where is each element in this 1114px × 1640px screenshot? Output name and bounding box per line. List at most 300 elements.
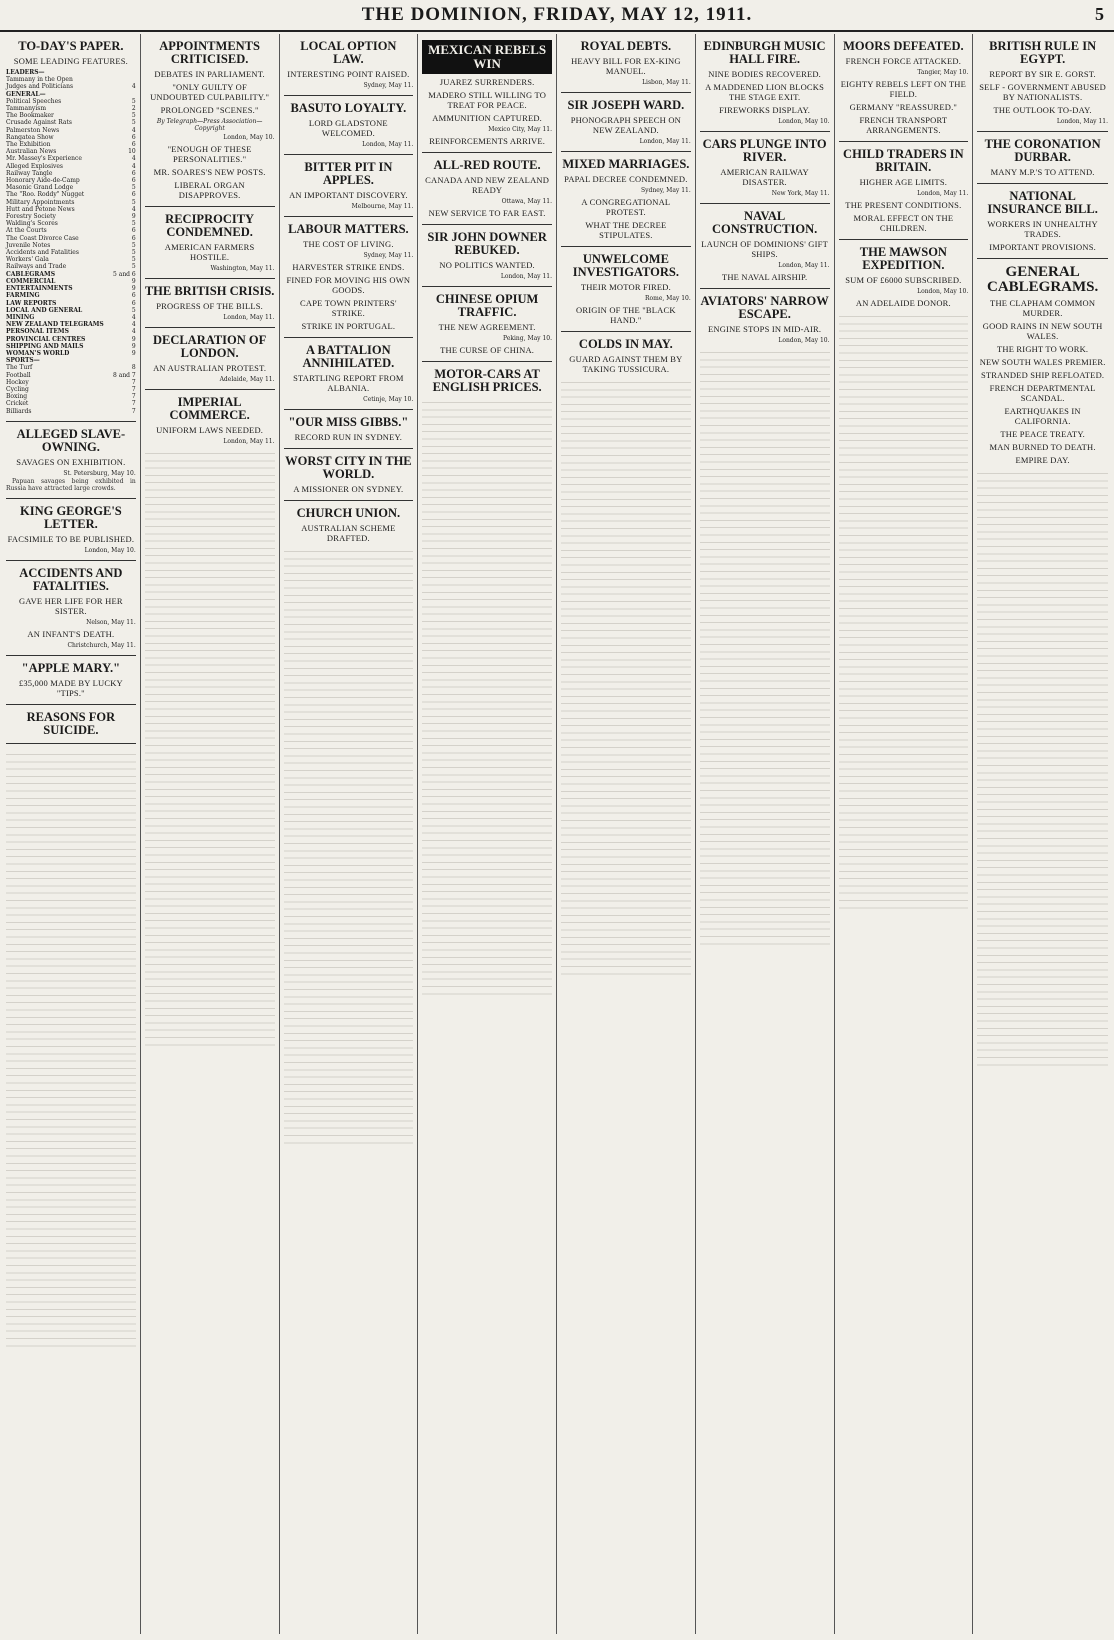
- article-subheading: THE PEACE TREATY.: [1000, 429, 1085, 439]
- index-label: Australian News: [6, 148, 57, 156]
- article-subheading: PROGRESS OF THE BILLS.: [156, 301, 263, 311]
- article-subheading: ENGINE STOPS IN MID-AIR.: [707, 324, 822, 334]
- index-row: [6, 300, 136, 307]
- index-row: [6, 386, 136, 393]
- index-page: 4: [131, 126, 136, 134]
- index-label: Juvenile Notes: [6, 241, 51, 249]
- column-rule: [284, 500, 414, 501]
- news-column: [696, 34, 835, 1634]
- column-rule: [561, 92, 691, 93]
- index-row: [6, 105, 136, 112]
- index-row: [6, 285, 136, 292]
- body-text-lines: [422, 398, 552, 998]
- index-row: [6, 242, 136, 249]
- dateline: London, May 11.: [1056, 118, 1108, 125]
- article-headline: SIR JOHN DOWNER REBUKED.: [427, 230, 547, 257]
- index-page: 5: [131, 256, 136, 264]
- dateline: Christchurch, May 11.: [67, 642, 136, 650]
- column-rule: [839, 239, 969, 240]
- article-subheading: SELF - GOVERNMENT ABUSED BY NATIONALISTS.: [979, 82, 1106, 102]
- index-label: ENTERTAINMENTS: [6, 285, 73, 293]
- article-subheading: FIREWORKS DISPLAY.: [719, 105, 811, 115]
- article-subheading: PHONOGRAPH SPEECH ON NEW ZEALAND.: [570, 115, 682, 135]
- article-headline: CHINESE OPIUM TRAFFIC.: [435, 292, 539, 319]
- column-rule: [977, 183, 1108, 184]
- index-row: [6, 170, 136, 177]
- dateline: London, May 10.: [778, 118, 830, 125]
- index-label: LAW REPORTS: [6, 299, 57, 307]
- article-headline: BITTER PIT IN APPLES.: [304, 160, 393, 187]
- index-page: 4: [131, 205, 136, 213]
- index-row: [6, 292, 136, 299]
- index-page: 8: [131, 364, 136, 372]
- index-label: Accidents and Fatalities: [6, 249, 79, 257]
- dateline: Peking, May 10.: [503, 335, 552, 342]
- dateline: Lisbon, May 11.: [642, 79, 691, 86]
- index-label: Judges and Politicians: [6, 83, 74, 91]
- dateline: Rome, May 10.: [645, 295, 691, 302]
- article-headline: WORST CITY IN THE WORLD.: [285, 454, 412, 481]
- article-headline: ALL-RED ROUTE.: [433, 158, 541, 172]
- index-page: 7: [131, 378, 136, 386]
- article-headline: NATIONAL INSURANCE BILL.: [987, 189, 1098, 216]
- index-label: PERSONAL ITEMS: [6, 328, 69, 336]
- index-row: [6, 321, 136, 328]
- index-label: Boxing: [6, 393, 28, 401]
- index-page: 6: [131, 227, 136, 235]
- index-page: 7: [131, 385, 136, 393]
- index-row: [6, 91, 136, 98]
- index-label: SPORTS—: [6, 357, 40, 365]
- index-page: 9: [131, 213, 136, 221]
- index-label: Railways and Trade: [6, 263, 67, 271]
- index-page: 6: [131, 299, 136, 307]
- index-label: Mr. Massey's Experience: [6, 155, 82, 163]
- article-subheading: IMPORTANT PROVISIONS.: [989, 242, 1096, 252]
- article-subheading: GAVE HER LIFE FOR HER SISTER.: [19, 596, 123, 617]
- article-headline: ALLEGED SLAVE-OWNING.: [16, 426, 126, 454]
- index-label: Workers' Gala: [6, 256, 49, 264]
- column-rule: [561, 331, 691, 332]
- index-row: [6, 278, 136, 285]
- article-subheading: NEW SERVICE TO FAR EAST.: [428, 208, 546, 218]
- article-subheading: FACSIMILE TO BE PUBLISHED.: [7, 534, 135, 545]
- column-rule: [561, 151, 691, 152]
- index-row: [6, 76, 136, 83]
- dateline: Ottawa, May 11.: [501, 198, 552, 205]
- body-text-lines: [561, 378, 691, 978]
- index-page: 6: [131, 141, 136, 149]
- index-label: The Bookmaker: [6, 112, 54, 120]
- article-subheading: FRENCH TRANSPORT ARRANGEMENTS.: [859, 115, 948, 135]
- dateline: London, May 11.: [917, 190, 969, 197]
- index-label: Tammany in the Open: [6, 76, 73, 84]
- index-page: 9: [131, 285, 136, 293]
- article-headline: THE CORONATION DURBAR.: [984, 137, 1101, 164]
- index-row: [6, 249, 136, 256]
- article-subheading: AN AUSTRALIAN PROTEST.: [153, 363, 267, 373]
- index-page: 6: [131, 169, 136, 177]
- index-page: 9: [131, 277, 136, 285]
- index-label: PROVINCIAL CENTRES: [6, 335, 86, 343]
- index-page: 4: [131, 155, 136, 163]
- index-row: [6, 357, 136, 364]
- index-label: Cycling: [6, 385, 29, 393]
- dateline: London, May 10.: [223, 134, 275, 141]
- article-subheading: RECORD RUN IN SYDNEY.: [294, 432, 403, 442]
- article-subheading: THE OUTLOOK TO-DAY.: [993, 105, 1092, 115]
- column-rule: [284, 154, 414, 155]
- article-subheading: GOOD RAINS IN NEW SOUTH WALES.: [982, 321, 1103, 341]
- dateline: London, May 11.: [500, 273, 552, 280]
- article-subheading: AN ADELAIDE DONOR.: [855, 298, 951, 308]
- article-subheading: NO POLITICS WANTED.: [439, 260, 535, 270]
- article-subheading: MAN BURNED TO DEATH.: [989, 442, 1096, 452]
- index-label: Palmerston News: [6, 126, 60, 134]
- index-page: 6: [131, 177, 136, 185]
- dateline: Sydney, May 11.: [363, 252, 414, 259]
- article-subheading: AMERICAN FARMERS HOSTILE.: [164, 242, 255, 262]
- index-row: [6, 119, 136, 126]
- index-label: LEADERS—: [6, 69, 45, 76]
- article-subheading: HEAVY BILL FOR EX-KING MANUEL.: [571, 56, 681, 76]
- index-page: 5: [131, 263, 136, 271]
- article-subheading: A MISSIONER ON SYDNEY.: [293, 484, 404, 494]
- article-headline: RECIPROCITY CONDEMNED.: [165, 212, 255, 239]
- column-rule: [700, 131, 830, 132]
- index-row: [6, 112, 136, 119]
- index-label: The Coast Divorce Case: [6, 234, 79, 242]
- article-subheading: AMMUNITION CAPTURED.: [432, 113, 543, 123]
- article-subheading: EARTHQUAKES IN CALIFORNIA.: [1004, 406, 1081, 426]
- article-subheading: THE NEW AGREEMENT.: [438, 322, 536, 332]
- index-row: [6, 163, 136, 170]
- article-subheading: "ONLY GUILTY OF UNDOUBTED CULPABILITY.": [150, 82, 270, 102]
- index-page: 5 and 6: [113, 270, 136, 278]
- article-subheading: SAVAGES ON EXHIBITION.: [16, 456, 126, 467]
- index-label: Billiards: [6, 407, 32, 415]
- index-page: 7: [131, 400, 136, 408]
- index-label: CABLEGRAMS: [6, 270, 56, 278]
- article-headline: BASUTO LOYALTY.: [290, 101, 407, 115]
- index-label: SHIPPING AND MAILS: [6, 342, 84, 350]
- article-subheading: A CONGREGATIONAL PROTEST.: [581, 197, 671, 217]
- article-headline: REASONS FOR SUICIDE.: [26, 710, 116, 738]
- index-page: 4: [131, 313, 136, 321]
- article-subheading: AN INFANT'S DEATH.: [27, 629, 115, 640]
- article-subheading: CANADA AND NEW ZEALAND READY: [425, 175, 550, 195]
- index-page: 6: [131, 191, 136, 199]
- index-page: 4: [131, 162, 136, 170]
- article-headline: "APPLE MARY.": [21, 661, 121, 676]
- dateline: New York, May 11.: [771, 190, 830, 197]
- article-headline: CHURCH UNION.: [296, 506, 401, 520]
- column-rule: [700, 203, 830, 204]
- article-subheading: ORIGIN OF THE "BLACK HAND.": [576, 305, 676, 325]
- index-label: Rangatea Show: [6, 133, 54, 141]
- index-page: 5: [131, 198, 136, 206]
- banner-headline: MEXICAN REBELS WIN: [422, 40, 552, 74]
- column-rule: [6, 421, 136, 422]
- index-label: COMMERCIAL: [6, 277, 56, 285]
- article-subheading: DEBATES IN PARLIAMENT.: [154, 69, 265, 79]
- index-row: [6, 343, 136, 350]
- dateline: Sydney, May 11.: [363, 82, 414, 89]
- column-rule: [6, 704, 136, 705]
- column-rule: [6, 498, 136, 499]
- article-headline: KING GEORGE'S LETTER.: [19, 504, 122, 532]
- body-text-lines: [839, 312, 969, 912]
- index-row: [6, 213, 136, 220]
- index-row: [6, 69, 136, 76]
- article-headline: THE BRITISH CRISIS.: [144, 284, 275, 298]
- article-subheading: AMERICAN RAILWAY DISASTER.: [720, 167, 809, 187]
- column-rule: [977, 131, 1108, 132]
- article-subheading: PAPAL DECREE CONDEMNED.: [564, 174, 688, 184]
- index-row: [6, 220, 136, 227]
- index-label: WOMAN'S WORLD: [6, 349, 70, 357]
- article-headline: BRITISH RULE IN EGYPT.: [989, 39, 1097, 66]
- column-rule: [422, 286, 552, 287]
- index-label: Political Speeches: [6, 97, 62, 105]
- article-subheading: INTERESTING POINT RAISED.: [287, 69, 410, 79]
- index-row: [6, 364, 136, 371]
- article-columns: [2, 34, 1112, 1634]
- index-row: [6, 83, 136, 90]
- column-rule: [284, 448, 414, 449]
- index-label: Alleged Explosives: [6, 162, 64, 170]
- dateline: London, May 11.: [223, 438, 275, 445]
- index-row: [6, 328, 136, 335]
- article-subheading: NINE BODIES RECOVERED.: [708, 69, 822, 79]
- index-row: [6, 177, 136, 184]
- article-headline: UNWELCOME INVESTIGATORS.: [572, 252, 679, 279]
- news-column: [2, 34, 141, 1634]
- column-rule: [700, 288, 830, 289]
- index-page: 6: [131, 234, 136, 242]
- index-row: [6, 408, 136, 415]
- column-rule: [145, 206, 275, 207]
- index-row: [6, 134, 136, 141]
- index-page: 4: [131, 83, 136, 91]
- article-subheading: FRENCH DEPARTMENTAL SCANDAL.: [989, 383, 1096, 403]
- index-row: [6, 206, 136, 213]
- body-text-lines: [145, 449, 275, 1049]
- column-rule: [422, 152, 552, 153]
- index-row: [6, 314, 136, 321]
- index-label: FARMING: [6, 292, 40, 300]
- column-rule: [145, 389, 275, 390]
- article-headline: IMPERIAL COMMERCE.: [169, 395, 250, 422]
- index-page: 5: [131, 241, 136, 249]
- index-row: [6, 400, 136, 407]
- column-rule: [284, 337, 414, 338]
- article-subheading: CAPE TOWN PRINTERS' STRIKE.: [300, 298, 397, 318]
- index-row: [6, 393, 136, 400]
- column-rule: [284, 409, 414, 410]
- index-label: MINING: [6, 313, 35, 321]
- masthead-title: THE DOMINION, FRIDAY, MAY 12, 1911.: [361, 4, 753, 25]
- page-number: 5: [1095, 4, 1104, 24]
- article-subheading: NEW SOUTH WALES PREMIER.: [979, 357, 1106, 367]
- index-label: The "Roo. Roddy" Nugget: [6, 191, 85, 199]
- column-rule: [145, 278, 275, 279]
- article-subheading: LAUNCH OF DOMINIONS' GIFT SHIPS.: [701, 239, 828, 259]
- article-subheading: LIBERAL ORGAN DISAPPROVES.: [174, 180, 245, 200]
- dateline: Washington, May 11.: [210, 265, 275, 272]
- article-subheading: UNIFORM LAWS NEEDED.: [156, 425, 264, 435]
- index-row: [6, 256, 136, 263]
- index-label: Masonic Grand Lodge: [6, 184, 74, 192]
- article-subheading: REPORT BY SIR E. GORST.: [989, 69, 1096, 79]
- index-label: Crusade Against Rats: [6, 119, 72, 127]
- dateline: London, May 11.: [639, 138, 691, 145]
- section-headline: GENERAL CABLEGRAMS.: [986, 264, 1099, 295]
- article-headline: NAVAL CONSTRUCTION.: [712, 209, 818, 236]
- article-headline: TO-DAY'S PAPER.: [18, 39, 124, 53]
- article-subheading: MADERO STILL WILLING TO TREAT FOR PEACE.: [428, 90, 547, 110]
- article-subheading: WHAT THE DECREE STIPULATES.: [585, 220, 667, 240]
- index-row: [6, 271, 136, 278]
- index-label: Honorary Aide-de-Camp: [6, 177, 80, 185]
- index-row: [6, 199, 136, 206]
- index-page: 5: [131, 184, 136, 192]
- article-subheading: WORKERS IN UNHEALTHY TRADES.: [987, 219, 1098, 239]
- dateline: London, May 10.: [84, 547, 136, 555]
- column-rule: [422, 361, 552, 362]
- index-label: Forestry Society: [6, 213, 56, 221]
- article-subheading: £35,000 MADE BY LUCKY "TIPS.": [18, 678, 123, 699]
- column-rule: [6, 655, 136, 656]
- index-label: Walding's Scores: [6, 220, 58, 228]
- news-column: [973, 34, 1112, 1634]
- dateline: Nelson, May 11.: [86, 619, 136, 627]
- article-headline: CARS PLUNGE INTO RIVER.: [702, 137, 827, 164]
- article-headline: LABOUR MATTERS.: [288, 222, 409, 236]
- dateline: Sydney, May 11.: [641, 187, 691, 194]
- index-page: 8 and 7: [113, 371, 136, 379]
- index-page: 9: [131, 335, 136, 343]
- index-page: 4: [131, 328, 136, 336]
- article-headline: CHILD TRADERS IN BRITAIN.: [843, 147, 964, 174]
- dateline: London, May 10.: [778, 337, 830, 344]
- dateline: London, May 11.: [778, 262, 830, 269]
- index-label: Hutt and Petone News: [6, 205, 75, 213]
- index-row: [6, 350, 136, 357]
- index-label: NEW ZEALAND TELEGRAMS: [6, 321, 104, 329]
- article-headline: AVIATORS' NARROW ESCAPE.: [700, 294, 829, 321]
- article-subheading: THE CLAPHAM COMMON MURDER.: [990, 298, 1096, 318]
- article-subheading: GUARD AGAINST THEM BY TAKING TUSSICURA.: [569, 354, 683, 374]
- index-row: [6, 372, 136, 379]
- dateline: Tangier, May 10.: [917, 69, 969, 76]
- index-row: [6, 184, 136, 191]
- article-subheading: THE PRESENT CONDITIONS.: [845, 200, 962, 210]
- byline: By Telegraph—Press Association—Copyright: [156, 118, 263, 132]
- index-page: 6: [131, 133, 136, 141]
- index-row: [6, 141, 136, 148]
- index-page: 9: [131, 349, 136, 357]
- column-rule: [977, 258, 1108, 259]
- news-column: [557, 34, 696, 1634]
- article-headline: APPOINTMENTS CRITICISED.: [159, 39, 260, 66]
- dateline: St. Petersburg, May 10.: [63, 469, 136, 477]
- index-page: 5: [131, 112, 136, 120]
- dateline: Cetinje, May 10.: [363, 396, 414, 403]
- index-page: 6: [131, 292, 136, 300]
- dateline: Adelaide, May 11.: [219, 376, 275, 383]
- column-rule: [145, 327, 275, 328]
- index-label: Hockey: [6, 378, 29, 386]
- article-subheading: "ENOUGH OF THESE PERSONALITIES.": [167, 144, 252, 164]
- article-subheading: FINED FOR MOVING HIS OWN GOODS.: [286, 275, 411, 295]
- article-subheading: FRENCH FORCE ATTACKED.: [845, 56, 962, 66]
- index-row: [6, 98, 136, 105]
- index-row: [6, 227, 136, 234]
- article-subheading: SOME LEADING FEATURES.: [13, 56, 128, 66]
- dateline: Melbourne, May 11.: [351, 203, 414, 210]
- index-label: The Exhibition: [6, 141, 51, 149]
- article-subheading: GERMANY "REASSURED.": [849, 102, 958, 112]
- article-subheading: LORD GLADSTONE WELCOMED.: [308, 118, 388, 138]
- news-column: [280, 34, 419, 1634]
- article-subheading: JUAREZ SURRENDERS.: [439, 77, 535, 87]
- column-rule: [839, 141, 969, 142]
- index-label: Cricket: [6, 400, 29, 408]
- body-text-lines: [700, 348, 830, 948]
- article-headline: "OUR MISS GIBBS.": [288, 415, 409, 429]
- article-headline: MOORS DEFEATED.: [843, 39, 964, 53]
- article-headline: ROYAL DEBTS.: [580, 39, 672, 53]
- index-page: 5: [131, 249, 136, 257]
- article-subheading: MR. SOARES'S NEW POSTS.: [153, 167, 266, 177]
- article-subheading: EMPIRE DAY.: [1015, 455, 1070, 465]
- index-page: 7: [131, 393, 136, 401]
- index-row: [6, 336, 136, 343]
- index-page: 5: [131, 119, 136, 127]
- index-row: [6, 127, 136, 134]
- article-subheading: STARTLING REPORT FROM ALBANIA.: [293, 373, 404, 393]
- index-page: 9: [131, 342, 136, 350]
- index-label: The Turf: [6, 364, 33, 372]
- body-text-lines: [284, 547, 414, 1147]
- body-text-lines: [977, 469, 1108, 1069]
- article-subheading: THE CURSE OF CHINA.: [440, 345, 535, 355]
- index-row: [6, 307, 136, 314]
- article-headline: MIXED MARRIAGES.: [562, 157, 690, 171]
- dateline: London, May 11.: [223, 314, 275, 321]
- article-headline: COLDS IN MAY.: [578, 337, 673, 351]
- article-subheading: EIGHTY REBELS LEFT ON THE FIELD.: [840, 79, 966, 99]
- index-row: [6, 191, 136, 198]
- article-subheading: MORAL EFFECT ON THE CHILDREN.: [853, 213, 954, 233]
- article-subheading: THE COST OF LIVING.: [303, 239, 394, 249]
- contents-index: [6, 69, 136, 415]
- index-label: Tammanyism: [6, 105, 47, 113]
- news-column: [141, 34, 280, 1634]
- news-column: [835, 34, 974, 1634]
- article-paragraph: Papuan savages being exhibited in Russia have attracted large crowds.: [6, 477, 136, 493]
- article-headline: A BATTALION ANNIHILATED.: [302, 343, 395, 370]
- news-column: [418, 34, 557, 1634]
- article-subheading: SUM OF £6000 SUBSCRIBED.: [845, 275, 962, 285]
- index-row: [6, 263, 136, 270]
- column-rule: [284, 95, 414, 96]
- article-headline: MOTOR-CARS AT ENGLISH PRICES.: [432, 367, 542, 394]
- index-page: 5: [131, 306, 136, 314]
- index-page: 5: [131, 97, 136, 105]
- article-subheading: THE RIGHT TO WORK.: [996, 344, 1089, 354]
